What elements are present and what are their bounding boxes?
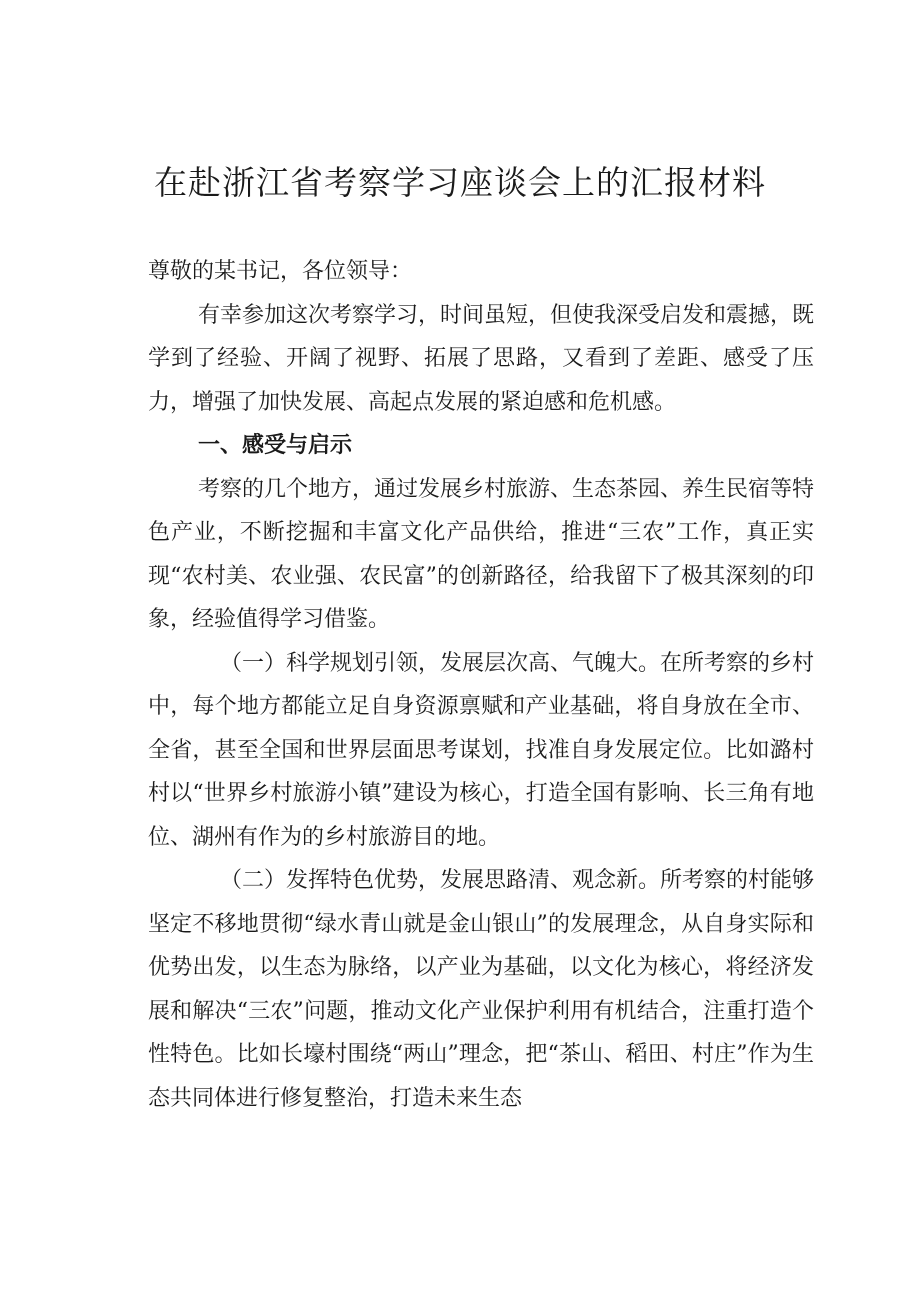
- salutation: 尊敬的某书记，各位领导：: [148, 259, 413, 284]
- document-title: 在赴浙江省考察学习座谈会上的汇报材料: [154, 163, 766, 202]
- body-paragraph: 考察的几个地方，通过发展乡村旅游、生态茶园、养生民宿等特色产业，不断挖掘和丰富文化产品供给，推进“三农”工作，真正实现“农村美、农业强、农民富”的创新路径，给我留下了极其深刻的印象，经验值得学习借鉴。: [148, 476, 815, 632]
- subsection-paragraph-1: （一）科学规划引领，发展层次高、气魄大。在所考察的乡村中，每个地方都能立足自身资源禀赋和产业基础，将自身放在全市、全省，甚至全国和世界层面思考谋划，找准自身发展定位。比如潞村村以“世界乡村旅游小镇”建设为核心，打造全国有影响、长三角有地位、湖州有作为的乡村旅游目的地。: [148, 650, 815, 850]
- document-body: [148, 250, 814, 1120]
- section-heading: 一、感受与启示: [198, 433, 353, 458]
- intro-paragraph: 有幸参加这次考察学习，时间虽短，但使我深受启发和震撼，既学到了经验、开阔了视野、拓展了思路，又看到了差距、感受了压力，增强了加快发展、高起点发展的紧迫感和危机感。: [148, 302, 815, 415]
- subsection-paragraph-2: （二）发挥特色优势，发展思路清、观念新。所考察的村能够坚定不移地贯彻“绿水青山就是金山银山”的发展理念，从自身实际和优势出发，以生态为脉络，以产业为基础，以文化为核心，将经济发展和解决“三农”问题，推动文化产业保护利用有机结合，注重打造个性特色。比如长壕村围绕“两山”理念，把“茶山、稻田、村庄”作为生态共同体进行修复整治，打造未来生态: [148, 868, 815, 1111]
